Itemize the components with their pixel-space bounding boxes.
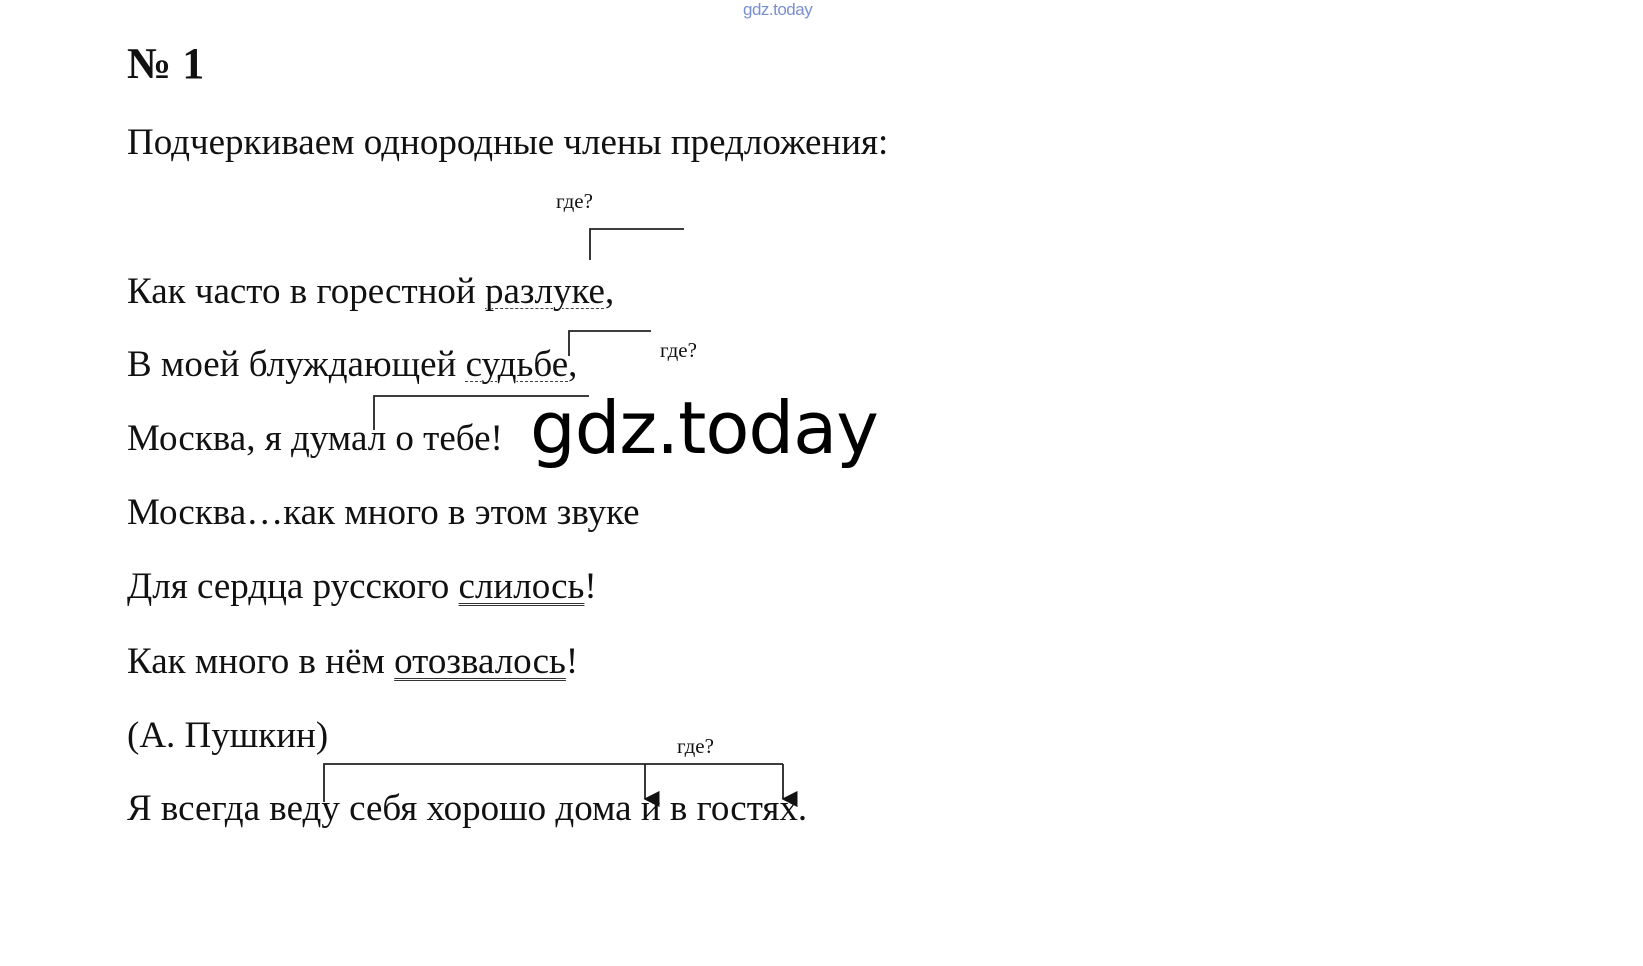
poem-line-6-end: ! — [565, 641, 579, 682]
poem-line-5-start: Для сердца русского — [127, 566, 459, 607]
exercise-number: № 1 — [127, 39, 205, 88]
poem-line-2-end: , — [568, 344, 578, 385]
poem-line-6-start: Как много в нём — [127, 641, 395, 682]
homogeneous-member-razluke: разлуке — [485, 271, 605, 312]
poem-line-5-end: ! — [584, 566, 597, 607]
predicate-otozvalos: отозвалось — [394, 641, 566, 682]
bracket-line-4 — [324, 764, 783, 802]
predicate-slilos: слилось — [458, 566, 585, 607]
poem-author: (А. Пушкин) — [127, 715, 329, 756]
question-label-1: где? — [556, 189, 593, 213]
watermark-center: gdz.today — [530, 386, 878, 470]
bracket-line-1 — [590, 229, 684, 260]
bracket-line-2 — [569, 331, 651, 356]
watermark-top: gdz.today — [743, 0, 813, 19]
example-sentence: Я всегда веду себя хорошо дома и в гостях. — [127, 788, 808, 829]
poem-line-3: Москва, я думал о тебе! — [127, 418, 503, 459]
question-label-3: где? — [677, 734, 714, 758]
poem-line-4: Москва…как много в этом звуке — [127, 492, 640, 533]
poem-line-2-start: В моей блуждающей — [127, 344, 466, 385]
poem-line-1-end: , — [604, 271, 615, 312]
homogeneous-member-sudbe: судьбе — [465, 344, 569, 385]
poem-line-1-start: Как часто в горестной — [127, 271, 485, 312]
question-label-2: где? — [660, 338, 697, 362]
task-instruction: Подчеркиваем однородные члены предложения: — [127, 122, 889, 163]
